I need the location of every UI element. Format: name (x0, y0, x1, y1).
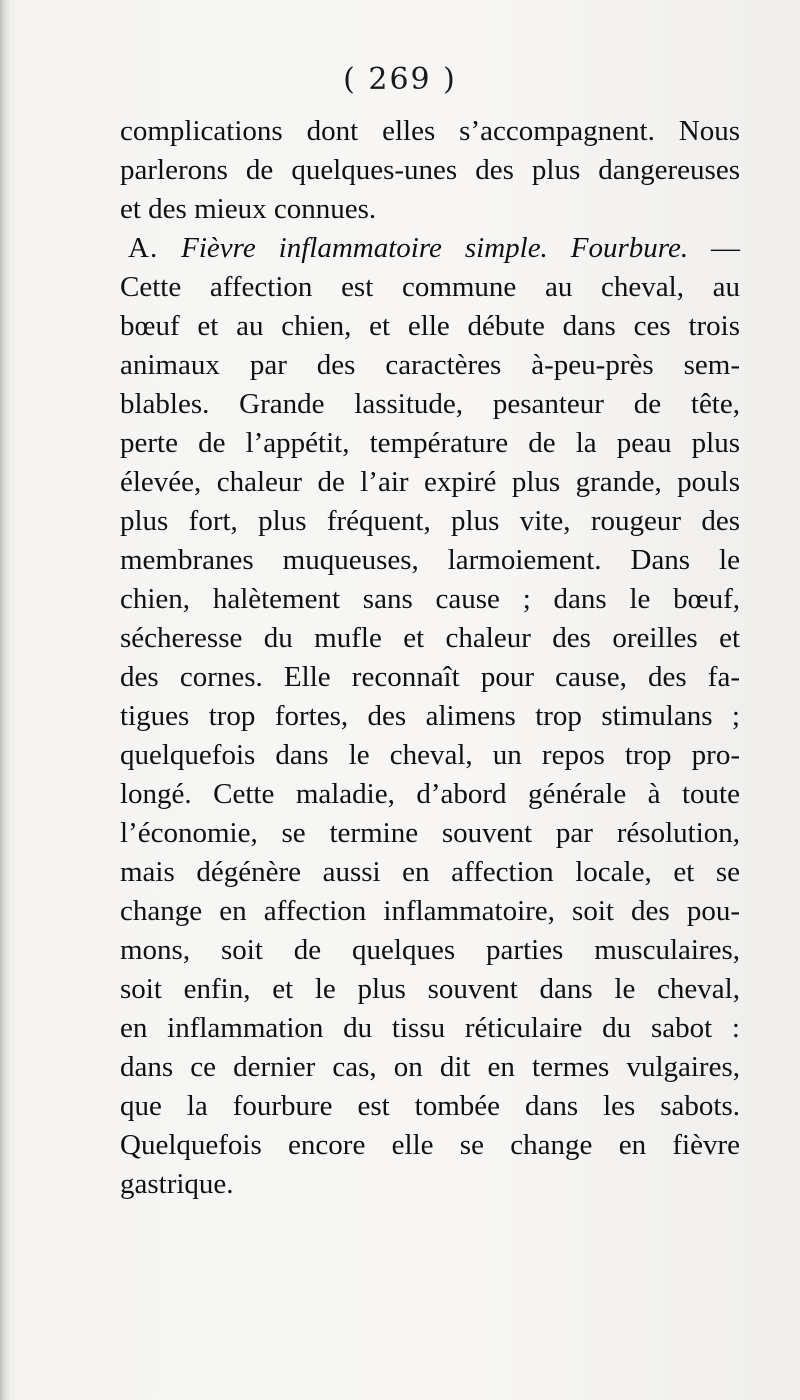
text-line-26: que la fourbure est tombée dans les sabots. (120, 1090, 740, 1122)
text-line-11: plus fort, plus fréquent, plus vite, rougeur des (120, 505, 740, 537)
text-line-8: blables. Grande lassitude, pesanteur de tête, (120, 388, 740, 420)
text-line-6: bœuf et au chien, et elle débute dans ces trois (120, 310, 740, 342)
text-line-15: des cornes. Elle reconnaît pour cause, des fa- (120, 661, 740, 693)
text-line-13: chien, halètement sans cause ; dans le bœuf, (120, 583, 740, 615)
body-text (120, 112, 740, 1204)
section-dash: — (711, 232, 741, 264)
text-line-3: et des mieux connues. (120, 193, 377, 225)
text-line-27: Quelquefois encore elle se change en fièvre (120, 1129, 740, 1161)
text-line-22: mons, soit de quelques parties musculaires, (120, 934, 740, 966)
page-number: ( 269 ) (343, 62, 457, 97)
text-line-14: sécheresse du mufle et chaleur des oreilles et (120, 622, 740, 654)
section-heading (120, 229, 740, 268)
text-line-18: longé. Cette maladie, d’abord générale à toute (120, 778, 740, 810)
text-line-9: perte de l’appétit, température de la peau plus (120, 427, 740, 459)
text-line-24: en inflammation du tissu réticulaire du sabot : (120, 1012, 740, 1044)
text-line-23: soit enfin, et le plus souvent dans le cheval, (120, 973, 740, 1005)
text-line-25: dans ce dernier cas, on dit en termes vulgaires, (120, 1051, 740, 1083)
text-line-28: gastrique. (120, 1168, 234, 1200)
text-line-17: quelquefois dans le cheval, un repos trop pro- (120, 739, 740, 771)
page-edge (0, 0, 10, 1400)
section-title: Fièvre inflammatoire simple. (181, 232, 548, 264)
text-line-7: animaux par des caractères à-peu-près sem- (120, 349, 740, 381)
text-line-20: mais dégénère aussi en affection locale, et se (120, 856, 740, 888)
text-line-1: complications dont elles s’accompagnent. Nous (120, 115, 740, 147)
text-line-2: parlerons de quelques-unes des plus dangereuses (120, 154, 740, 186)
text-line-12: membranes muqueuses, larmoiement. Dans le (120, 544, 740, 576)
text-line-16: tigues trop fortes, des alimens trop stimulans ; (120, 700, 740, 732)
text-line-10: élevée, chaleur de l’air expiré plus grande, pouls (120, 466, 740, 498)
section-letter: A. (128, 232, 159, 264)
text-line-21: change en affection inflammatoire, soit des pou- (120, 895, 740, 927)
text-line-5: Cette affection est commune au cheval, au (120, 271, 740, 303)
section-subtitle: Fourbure. (570, 232, 689, 264)
text-line-19: l’économie, se termine souvent par résolution, (120, 817, 740, 849)
